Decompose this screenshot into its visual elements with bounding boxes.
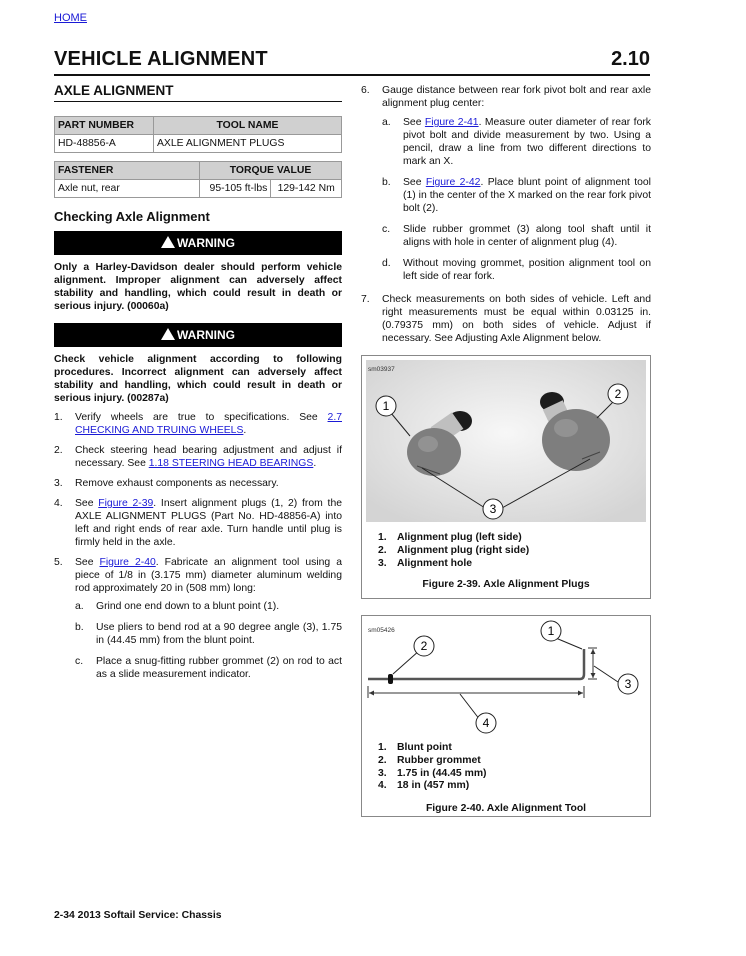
figure-legend — [378, 532, 529, 570]
home-link[interactable]: HOME — [54, 12, 87, 24]
warning-triangle-icon — [161, 328, 175, 340]
figure-2-39-link[interactable]: Figure 2-39 — [98, 498, 154, 509]
figure-2-39 — [361, 355, 651, 599]
legend-item: 4. 18 in (457 mm) — [378, 780, 470, 792]
sub-number: c. — [75, 656, 84, 667]
step-text: See — [75, 498, 99, 509]
alignment-tool-illustration — [362, 616, 650, 738]
sub-text: Slide rubber grommet (3) along tool shaft until it aligns with hole in center of alignment plug (4). — [403, 224, 651, 248]
step-number: 6. — [361, 85, 370, 96]
sub-text: Use pliers to bend rod at a 90 degree angle (3), 1.75 in (44.45 mm) from the blunt point. — [96, 622, 342, 646]
table-cell: 129-142 Nm — [271, 180, 342, 198]
legend-item: 1. Blunt point — [378, 742, 452, 753]
figure-legend — [378, 742, 487, 793]
list-item — [361, 84, 651, 283]
sub-text: Grind one end down to a blunt point (1). — [96, 601, 280, 612]
sub-number: a. — [75, 601, 84, 612]
sub-number: b. — [75, 622, 84, 633]
step-text: Check steering head bearing adjustment and adjust if necessary. See — [75, 445, 342, 469]
warning-banner — [54, 323, 342, 347]
page-footer: 2-34 2013 Softail Service: Chassis — [54, 910, 222, 921]
list-item — [361, 293, 651, 345]
step-number: 1. — [54, 412, 63, 423]
step-number: 5. — [54, 557, 63, 568]
step-number: 3. — [54, 478, 63, 489]
subheading: Checking Axle Alignment — [54, 209, 210, 224]
legend-item: 2. Alignment plug (right side) — [378, 544, 530, 556]
callout-label: 2 — [420, 639, 428, 653]
list-item — [54, 444, 342, 470]
sub-item — [382, 223, 651, 249]
callout-label: 3 — [489, 502, 497, 516]
callout-label: 1 — [382, 399, 390, 413]
legend-item: 1. Alignment plug (left side) — [378, 532, 522, 543]
sub-text: Place a snug-fitting rubber grommet (2) on rod to act as a slide measurement indicator. — [96, 656, 342, 680]
sub-item — [382, 257, 651, 283]
sub-number: d. — [382, 258, 391, 269]
table-cell: HD-48856-A — [55, 135, 154, 153]
step-number: 2. — [54, 445, 63, 456]
callout-label: 3 — [624, 677, 632, 691]
figure-caption: Figure 2-40. Axle Alignment Tool — [425, 803, 587, 814]
list-item — [54, 556, 342, 681]
step-text: Check measurements on both sides of vehicle. Left and right measurements must be equal within 0.03125 in. (0.79375 mm) on both sides of vehicle. Adjust if necessary. See Adjusting Axle Alignment below. — [382, 294, 651, 344]
left-column — [54, 84, 342, 688]
fastener-table — [54, 161, 342, 198]
figure-caption: Figure 2-39. Axle Alignment Plugs — [422, 579, 590, 590]
warning-triangle-icon — [161, 236, 175, 248]
table-cell: 95-105 ft-lbs — [200, 180, 271, 198]
list-item — [54, 477, 342, 490]
warning-label: WARNING — [177, 328, 235, 342]
figure-2-40-link[interactable]: Figure 2-40 — [99, 557, 156, 568]
sub-text: . Place blunt point of alignment tool (1) in the center of the X marked on the rear fork pivot bolt (2). — [403, 177, 651, 214]
callout-label: 2 — [614, 387, 622, 401]
right-column — [361, 84, 651, 817]
page-title: VEHICLE ALIGNMENT — [54, 48, 268, 70]
fastener-table-header: FASTENER — [55, 162, 200, 180]
step-text: . Insert alignment plugs (1, 2) from the AXLE ALIGNMENT PLUGS (Part No. HD-48856-A) into left and right ends of rear axle. Turn handle until plug is firmly held in the axle. — [75, 498, 342, 548]
sub-item — [75, 600, 342, 613]
tool-table — [54, 116, 342, 153]
section-number: 2.10 — [611, 48, 650, 70]
sub-number: a. — [382, 117, 391, 128]
step-text: . — [243, 425, 247, 436]
table-row — [55, 180, 342, 198]
warning-text: Only a Harley-Davidson dealer should perform vehicle alignment. Improper alignment can adversely affect stability and handling, which could result in death or serious injury. (00060a) — [54, 262, 342, 312]
table-cell: AXLE ALIGNMENT PLUGS — [154, 135, 342, 153]
figure-2-41-link[interactable]: Figure 2-41 — [424, 117, 479, 128]
sub-item — [75, 655, 342, 681]
step-text: Verify wheels are true to specifications. See — [75, 412, 328, 423]
list-item — [54, 411, 342, 437]
list-item — [54, 497, 342, 549]
sub-item — [382, 116, 651, 168]
steps-list-continued — [361, 84, 651, 345]
table-row — [55, 135, 342, 153]
warning-text: Check vehicle alignment according to following procedures. Incorrect alignment can adversely affect stability and handling, which could result in death or serious injury. (00287a) — [54, 354, 342, 404]
figure-id: sm03937 — [368, 366, 395, 373]
fastener-table-header: TORQUE VALUE — [200, 162, 342, 180]
sub-text: See — [403, 117, 425, 128]
sub-item — [382, 176, 651, 215]
table-cell: Axle nut, rear — [55, 180, 200, 198]
step-text: Gauge distance between rear fork pivot bolt and rear axle alignment plug center: — [382, 85, 651, 109]
truing-wheels-link[interactable]: 2.7 CHECKING AND TRUING WHEELS — [75, 412, 342, 436]
sub-text: . Measure outer diameter of rear fork pivot bolt and divide measurement by two. Using a pencil, draw a line from two different directions to mark an X. — [403, 117, 652, 167]
steps-list — [54, 411, 342, 681]
warning-label: WARNING — [177, 236, 235, 250]
step-text: Remove exhaust components as necessary. — [75, 478, 279, 489]
tool-table-header: PART NUMBER — [55, 117, 154, 135]
figure-2-42-link[interactable]: Figure 2-42 — [425, 177, 481, 188]
grommet — [388, 674, 393, 684]
legend-item: 2. Rubber grommet — [378, 754, 481, 766]
legend-item: 3. Alignment hole — [378, 557, 473, 569]
step-text: . — [313, 458, 317, 469]
section-title: AXLE ALIGNMENT — [54, 84, 342, 102]
sub-number: c. — [382, 224, 391, 235]
warning-banner — [54, 231, 342, 255]
sub-text: See — [403, 177, 426, 188]
step-text: . Fabricate an alignment tool using a piece of 1/8 in (3.175 mm) diameter aluminum welding rod approximately 20 in (508 mm) long: — [75, 557, 342, 594]
sub-number: b. — [382, 177, 391, 188]
step-number: 4. — [54, 498, 63, 509]
step-text: See — [75, 557, 100, 568]
alignment-plugs-illustration — [362, 356, 650, 526]
callout-label: 1 — [547, 624, 555, 638]
step-number: 7. — [361, 294, 370, 305]
tool-table-header: TOOL NAME — [154, 117, 342, 135]
sub-item — [75, 621, 342, 647]
callout-label: 4 — [482, 716, 490, 730]
title-rule — [54, 74, 650, 76]
figure-id: sm05426 — [368, 627, 395, 634]
legend-item: 3. 1.75 in (44.45 mm) — [378, 767, 487, 779]
steering-head-bearings-link[interactable]: 1.18 STEERING HEAD BEARINGS — [148, 458, 314, 469]
figure-2-40 — [361, 615, 651, 817]
sub-text: Without moving grommet, position alignment tool on left side of rear fork. — [403, 258, 651, 282]
